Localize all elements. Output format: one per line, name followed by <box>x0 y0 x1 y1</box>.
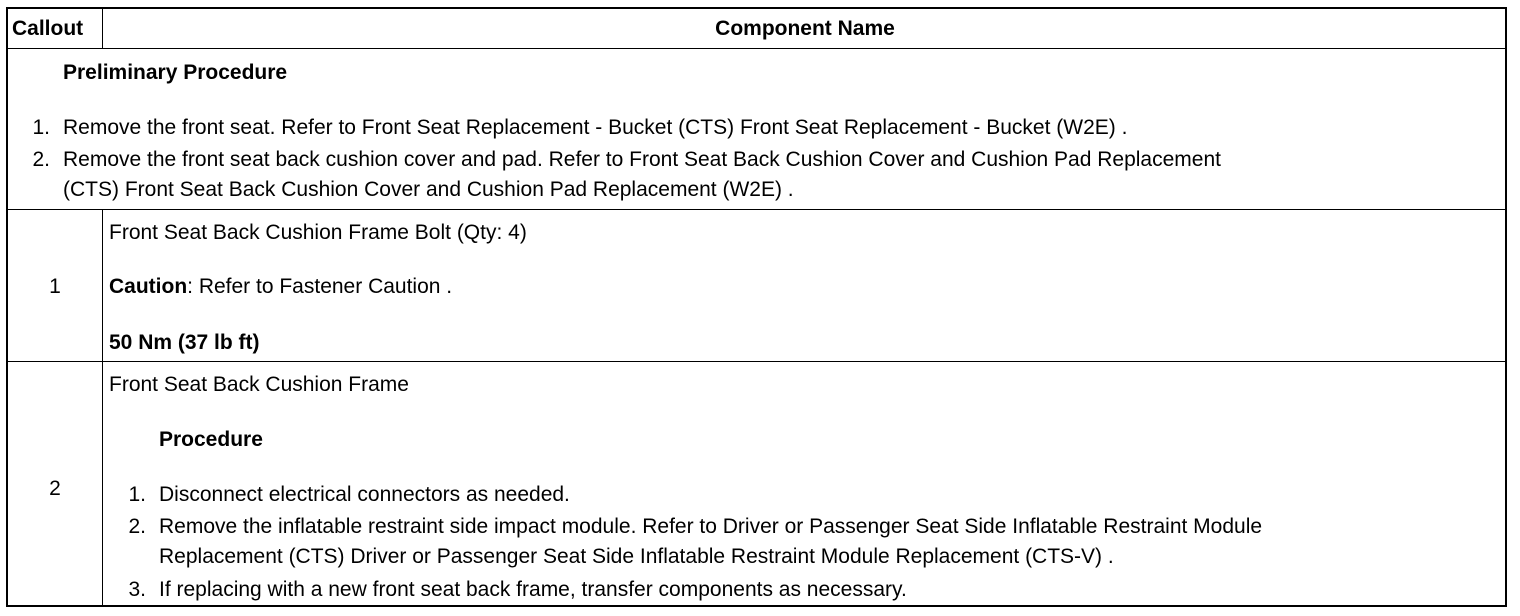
row-2-step-3-text: If replacing with a new front seat back frame, transfer components as necessary. <box>159 578 907 601</box>
row-2-step-2-text: Remove the inflatable restraint side impact module. Refer to Driver or Passenger Seat Side Inflatable Restraint Module <box>159 515 1263 538</box>
preliminary-step-2-text-cont: (CTS) Front Seat Back Cushion Cover and Cushion Pad Replacement (W2E) . <box>63 178 794 201</box>
preliminary-step-1-number: 1. <box>32 116 50 139</box>
column-divider-row-1 <box>102 209 103 361</box>
preliminary-divider <box>8 209 1505 210</box>
row-2-step-3-number: 3. <box>128 578 146 601</box>
row-2-step-2-number: 2. <box>128 515 146 538</box>
procedure-table <box>6 7 1507 607</box>
row-2-procedure-title: Procedure <box>159 428 263 451</box>
row-1-caution <box>109 275 452 299</box>
row-1-torque: 50 Nm (37 lb ft) <box>109 331 260 354</box>
preliminary-step-2-number: 2. <box>32 148 50 171</box>
row-1-component-name: Front Seat Back Cushion Frame Bolt (Qty: 4) <box>109 221 527 244</box>
row-1-callout: 1 <box>49 275 61 298</box>
row-2-step-2-text-cont: Replacement (CTS) Driver or Passenger Seat Side Inflatable Restraint Module Replacement (CTS-V) . <box>159 545 1114 568</box>
preliminary-step-1-text: Remove the front seat. Refer to Front Seat Replacement - Bucket (CTS) Front Seat Replacement - Bucket (W2E) . <box>63 116 1128 139</box>
row-2-callout: 2 <box>49 477 61 500</box>
header-callout: Callout <box>12 17 84 40</box>
column-divider-row-2 <box>102 361 103 607</box>
preliminary-title: Preliminary Procedure <box>63 61 288 84</box>
row-2-step-1-text: Disconnect electrical connectors as needed. <box>159 483 570 506</box>
preliminary-step-2-text: Remove the front seat back cushion cover and pad. Refer to Front Seat Back Cushion Cover and Cushion Pad Replacement <box>63 148 1221 171</box>
header-component-name: Component Name <box>715 17 895 40</box>
caution-text: : Refer to Fastener Caution . <box>187 275 453 298</box>
caution-label: Caution <box>109 275 188 298</box>
row-1-divider <box>8 361 1505 362</box>
row-2-component-name: Front Seat Back Cushion Frame <box>109 373 409 396</box>
header-divider <box>8 48 1505 49</box>
row-2-step-1-number: 1. <box>128 483 146 506</box>
